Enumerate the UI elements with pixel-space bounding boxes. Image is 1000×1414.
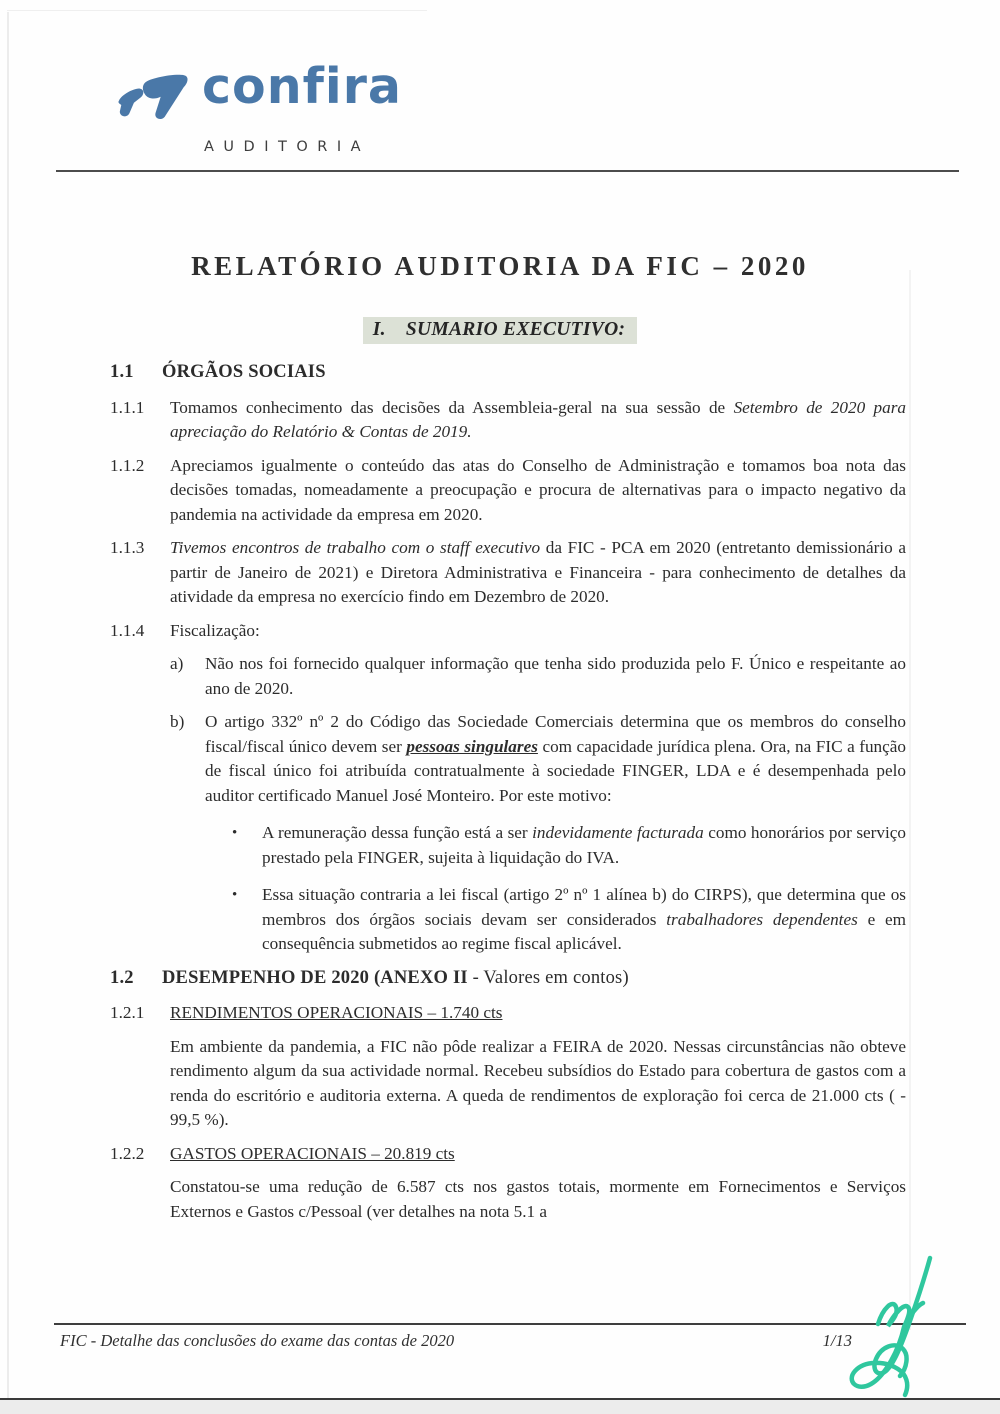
text-run: como honorários por serviço prestado pela FINGER, sujeita à liquidação do IVA. [262,823,906,867]
exec-heading-numeral: I. [372,319,386,340]
scan-edge-left [7,12,9,1402]
section-1-2-1 [110,1001,906,1026]
footer [60,1331,852,1351]
text-run-bold: DESEMPENHO DE 2020 (ANEXO II [162,967,468,988]
text-run-italic: trabalhadores dependentes [666,909,858,929]
paragraph-number: 1.1.3 [110,538,145,557]
text-run: - Valores em contos) [467,967,629,988]
paragraph-1-1-2 [110,454,906,528]
text-run: da FIC - PCA em 2020 (entretanto demissionário a partir de Janeiro de 2021) e Diretora Administrativa e Financeira - para conhecimento de detalhes da atividade da empresa no exercício findo em Dezembro de 2020. [170,538,906,606]
double-arrow-logo-icon [116,70,192,133]
text-run-italic-underline: pessoas singulares [406,736,538,756]
section-number: 1.2.1 [110,1003,145,1022]
text-run-italic: Tivemos encontros de trabalho com o staff executivo [170,538,541,557]
brand-name: confira [202,58,402,115]
list-item-text: Não nos foi fornecido qualquer informação que tenha sido produzida pelo F. Único e respeitante ao ano de 2020. [205,654,906,698]
text-run: A remuneração dessa função está a ser [262,823,533,842]
bullet-item-2 [232,883,906,957]
exec-heading-text: SUMARIO EXECUTIVO: [405,319,626,340]
bullet-marker: • [232,825,238,841]
list-item-a [170,652,906,701]
paragraph-gastos: Constatou-se uma redução de 6.587 cts nos gastos totais, mormente em Fornecimentos e Serviços Externos e Gastos c/Pessoal (ver detalhes na nota 5.1 a [170,1177,906,1221]
section-number: 1.2 [110,967,134,988]
section-1-1 [110,360,906,385]
section-number: 1.1 [110,362,134,382]
scan-artifact-line [909,270,911,1330]
list-item-text [205,710,906,808]
text-run: Tomamos conhecimento das decisões da Assembleia-geral na sua sessão de [170,397,734,417]
section-title: ÓRGÃOS SOCIAIS [162,362,326,382]
exec-summary-heading [0,317,1000,344]
section-title-underlined: RENDIMENTOS OPERACIONAIS – 1.740 cts [170,1003,503,1022]
text-run: com capacidade jurídica plena. Ora, na FIC a função de fiscal único foi atribuída contratualmente à sociedade FINGER, LDA e é desempenhada pelo auditor certificado Manuel José Monteiro. Por este motivo: [205,736,906,805]
text-run-italic: Setembro de 2020 para apreciação do Relatório & Contas de 2019. [170,397,907,441]
bullet-text [262,821,906,870]
list-marker: a) [170,654,184,673]
footer-caption: FIC - Detalhe das conclusões do exame das contas de 2020 [60,1331,455,1350]
paragraph-text: Fiscalização: [170,620,260,640]
logo [116,58,402,155]
list-item-b [170,710,906,808]
section-1-2-2 [110,1142,906,1167]
scan-edge-top [7,10,427,11]
paragraph-rendimentos: Em ambiente da pandemia, a FIC não pôde realizar a FEIRA de 2020. Nessas circunstâncias não obteve rendimento algum da sua actividade normal. Recebeu subsídios do Estado para cobertura de gastos com a renda do escritório e auditoria externa. A queda de rendimentos de exploração foi cerca de 21.000 cts ( - 99,5 %). [170,1036,906,1129]
text-run-italic: indevidamente facturada [532,823,704,842]
section-title [162,966,906,991]
section-number: 1.2.2 [110,1143,145,1163]
signature-mark [842,1252,957,1407]
paragraph-text: Apreciamos igualmente o conteúdo das atas do Conselho de Administração e tomamos boa nota das decisões tomadas, nomeadamente a preocupação e procura de alternativas para o impacto negativo da pandemia na actividade da empresa em 2020. [170,455,906,524]
section-title-underlined: GASTOS OPERACIONAIS – 20.819 cts [170,1143,455,1163]
footer-page-number: 1/13 [822,1331,852,1350]
paragraph-1-1-4 [110,619,906,644]
text-run: e em consequência submetidos ao regime fiscal aplicável. [262,909,906,953]
page-title: RELATÓRIO AUDITORIA DA FIC – 2020 [191,251,809,281]
section-1-2 [110,966,906,991]
brand-tagline: AUDITORIA [204,139,371,155]
header-rule [56,170,959,172]
paragraph-text [170,536,906,610]
document-body [110,360,906,1233]
bullet-marker: • [232,887,238,903]
paragraph-1-1-3 [110,536,906,610]
paragraph-number: 1.1.1 [110,397,145,417]
paragraph-number: 1.1.2 [110,455,145,475]
text-run: Essa situação contraria a lei fiscal (artigo 2º nº 1 alínea b) do CIRPS), que determina que os membros dos órgãos sociais devam ser considerados [262,885,906,929]
paragraph-text [170,396,906,445]
paragraph-1-1-1 [110,396,906,445]
bullet-item-1 [232,821,906,870]
paragraph-number: 1.1.4 [110,620,145,640]
footer-rule [54,1323,966,1325]
list-marker: b) [170,712,185,731]
text-run: O artigo 332º nº 2 do Código das Sociedade Comerciais determina que os membros do conselho fiscal/fiscal único devem ser [205,712,906,756]
bullet-text [262,883,906,957]
